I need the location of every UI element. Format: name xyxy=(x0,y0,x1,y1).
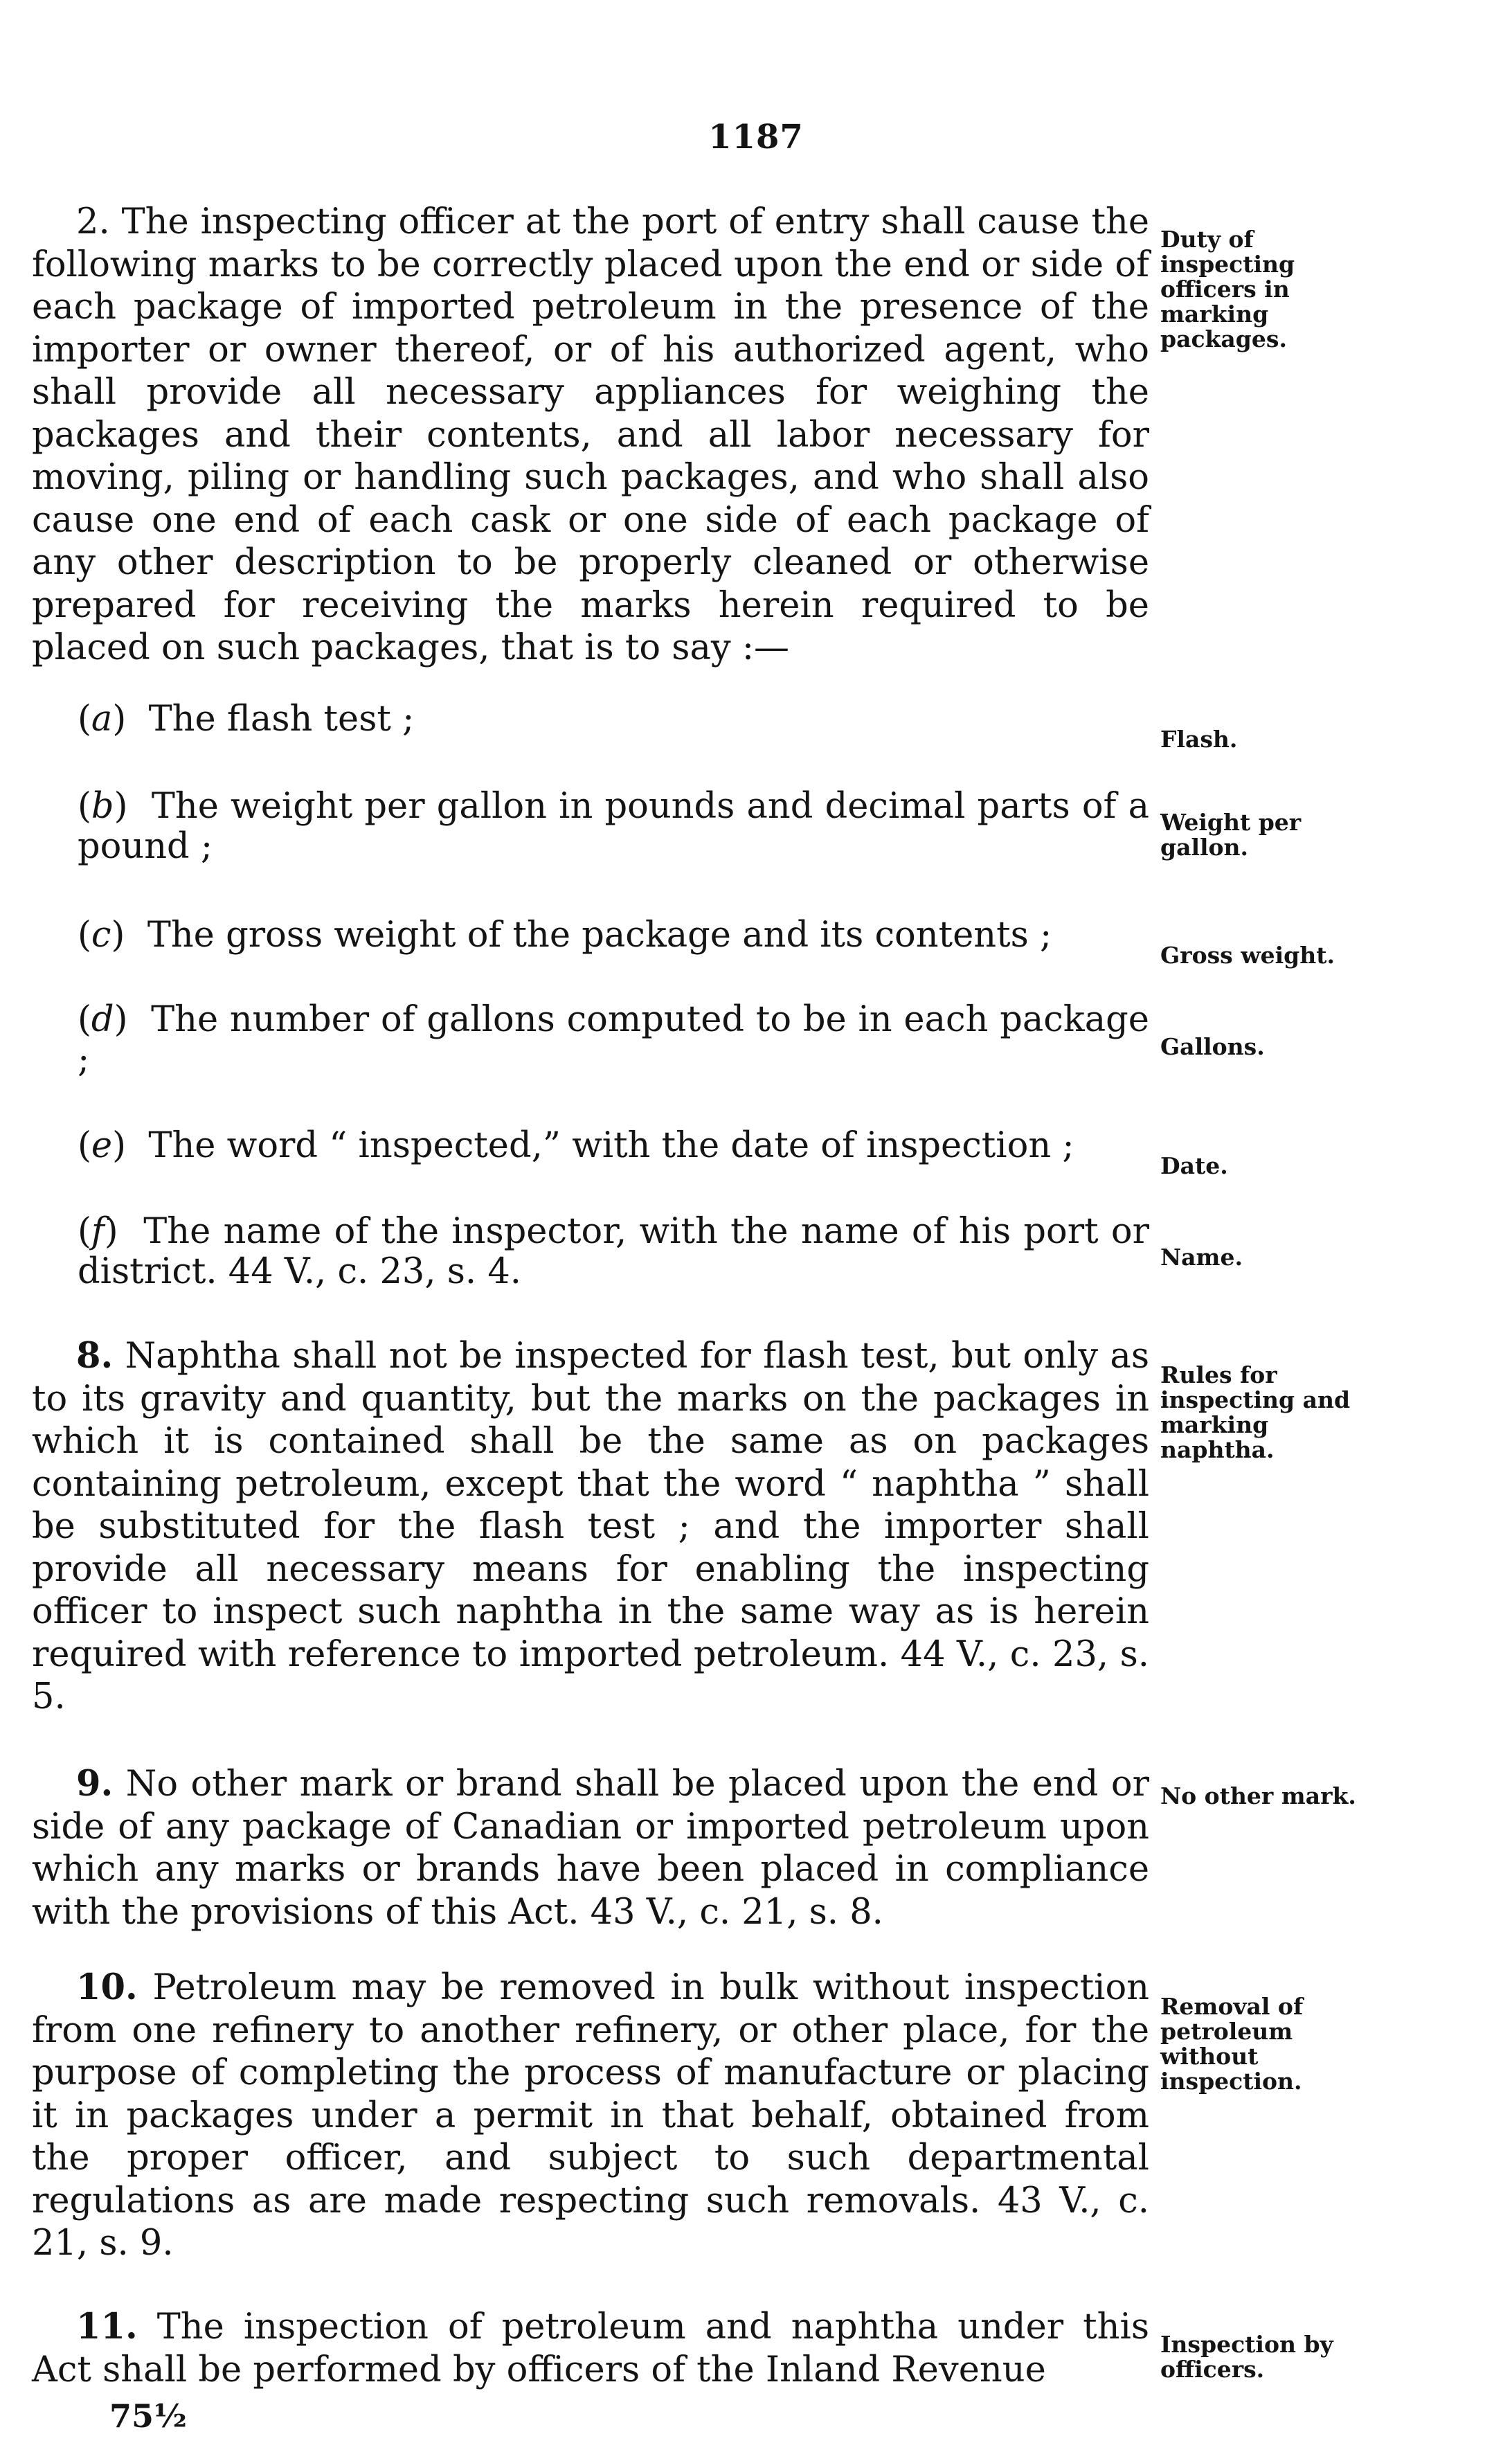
item-e-text: The word “ inspected,” with the date of inspection ; xyxy=(148,1125,1074,1166)
margin-note-gallons: Gallons. xyxy=(1160,1033,1265,1060)
item-d-label: d xyxy=(91,999,114,1040)
item-f-text: The name of the inspector, with the name of his port or district. 44 V., c. 23, s. 4. xyxy=(78,1211,1149,1292)
section-8-text: Naphtha shall not be inspected for flash test, but only as to its gravity and quantity, but the marks on the packages in which it is contained shall be the same as on packages containing petroleum, except that the word “ naphtha ” shall be substituted for the flash test ; and the importer shall provide all necessary means for enabling the inspecting officer to inspect such naphtha in the same way as is herein required with reference to imported petroleum. 44 V., c. 23, s. 5. xyxy=(32,1336,1150,1717)
section-9-paragraph xyxy=(32,1763,1149,1933)
item-d: (d) The number of gallons computed to be in each package ; xyxy=(78,999,1149,1080)
section-8-paragraph xyxy=(32,1335,1149,1719)
section-2-number: 2. xyxy=(76,202,110,242)
item-b-text: The weight per gallon in pounds and decimal parts of a pound ; xyxy=(78,786,1150,867)
section-11-text: The inspection of petroleum and naphtha under this Act shall be performed by officers of the Inland Revenue xyxy=(32,2307,1149,2390)
margin-note-name: Name. xyxy=(1160,1244,1243,1271)
item-b: (b) The weight per gallon in pounds and decimal parts of a pound ; xyxy=(78,786,1150,867)
margin-note-naphtha: Rules for inspecting and marking naphtha. xyxy=(1160,1361,1351,1463)
item-e-label: e xyxy=(91,1125,113,1166)
item-f: (f) The name of the inspector, with the name of his port or district. 44 V., c. 23, s. 4. xyxy=(78,1211,1149,1292)
item-c: (c) The gross weight of the package and its contents ; xyxy=(78,915,1052,956)
section-11-number: 11. xyxy=(76,2306,138,2347)
margin-note-flash: Flash. xyxy=(1160,726,1238,753)
section-2-paragraph xyxy=(32,201,1149,670)
margin-note-gross-weight: Gross weight. xyxy=(1160,942,1335,969)
item-c-text: The gross weight of the package and its contents ; xyxy=(147,915,1052,956)
section-9-number: 9. xyxy=(76,1763,114,1805)
margin-note-inspection: Inspection by officers. xyxy=(1160,2331,1333,2383)
item-d-text: The number of gallons computed to be in each package ; xyxy=(78,999,1149,1080)
item-a-text: The flash test ; xyxy=(148,699,415,740)
page-number: 1187 xyxy=(708,118,804,156)
item-a-label: a xyxy=(91,699,113,740)
section-10-number: 10. xyxy=(76,1967,138,2008)
section-2-text: The inspecting officer at the port of entry shall cause the following marks to be correctly placed upon the end or side of each package of imported petroleum in the presence of the importer or owner thereof, or of his authorized agent, who shall provide all necessary appliances for weighing the packages and their contents, and all labor necessary for moving, piling or handling such packages, and who shall also cause one end of each cask or one side of each package of any other description to be properly cleaned or otherwise prepared for receiving the marks herein required to be placed on such packages, that is to say :— xyxy=(32,202,1150,668)
signature-mark: 75½ xyxy=(109,2397,187,2435)
margin-note-removal: Removal of petroleum without inspection. xyxy=(1160,1993,1304,2095)
section-8-number: 8. xyxy=(76,1335,114,1377)
item-f-label: f xyxy=(91,1211,105,1252)
section-9-text: No other mark or brand shall be placed upon the end or side of any package of Canadian or imported petroleum upon which any marks or brands have been placed in compliance with the provisions of this Act. 43 V., c. 21, s. 8. xyxy=(32,1764,1149,1933)
item-c-label: c xyxy=(91,915,111,956)
margin-note-duty: Duty of inspecting officers in marking packages. xyxy=(1160,226,1295,352)
item-b-label: b xyxy=(91,786,114,827)
item-a: (a) The flash test ; xyxy=(78,699,415,740)
item-e: (e) The word “ inspected,” with the date of inspection ; xyxy=(78,1125,1074,1166)
margin-note-weight: Weight per gallon. xyxy=(1160,809,1302,861)
margin-note-date: Date. xyxy=(1160,1152,1228,1179)
section-11-paragraph xyxy=(32,2306,1149,2391)
margin-note-no-other-mark: No other mark. xyxy=(1160,1782,1356,1809)
section-10-paragraph xyxy=(32,1967,1149,2265)
section-10-text: Petroleum may be removed in bulk without inspection from one refinery to another refinery, or other place, for the purpose of completing the process of manufacture or placing it in packages under a permit in that behalf, obtained from the proper officer, and subject to such departmental regulations as are made respecting such removals. 43 V., c. 21, s. 9. xyxy=(32,1967,1149,2264)
